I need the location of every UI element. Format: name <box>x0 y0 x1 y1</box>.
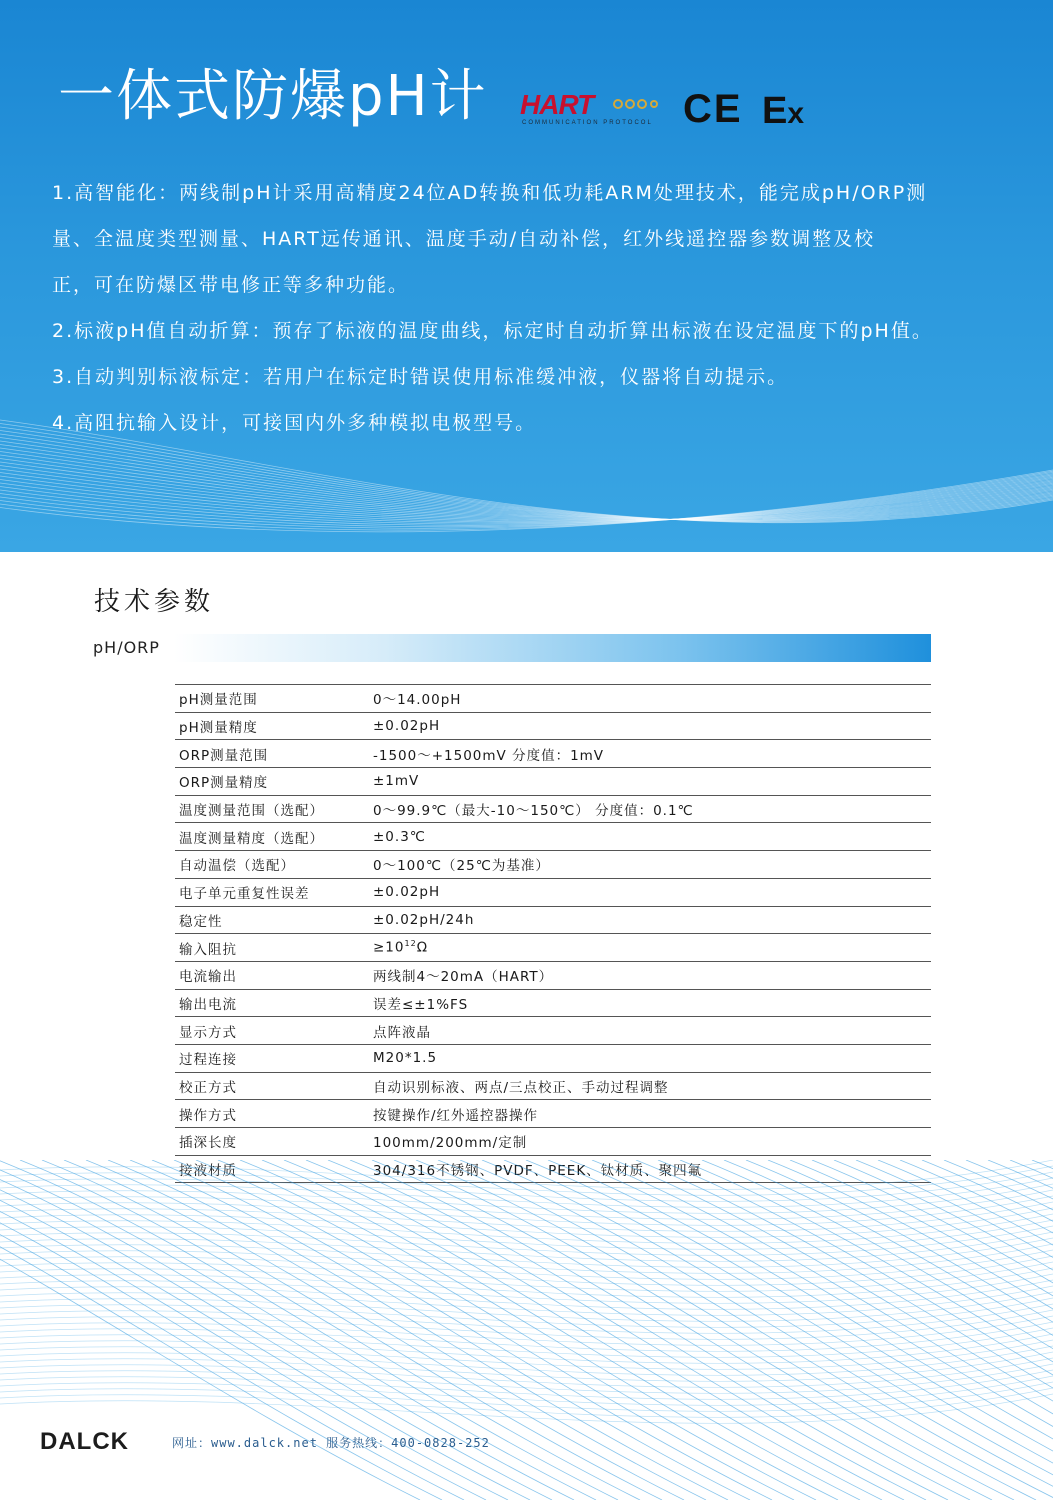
spec-param: 温度测量范围（选配） <box>175 795 369 823</box>
spec-param: pH测量精度 <box>175 712 369 740</box>
spec-value: 0～99.9℃（最大-10～150℃） 分度值：0.1℃ <box>369 795 931 823</box>
spec-category-label: pH/ORP <box>93 638 160 657</box>
spec-param: 温度测量精度（选配） <box>175 823 369 851</box>
spec-row <box>175 1017 931 1045</box>
spec-row <box>175 768 931 796</box>
spec-value: ±1mV <box>369 768 931 796</box>
feature-line: 1.高智能化：两线制pH计采用高精度24位AD转换和低功耗ARM处理技术，能完成pH/ORP测 <box>52 182 928 204</box>
spec-param: 电子单元重复性误差 <box>175 878 369 906</box>
spec-row <box>175 823 931 851</box>
spec-param: 电流输出 <box>175 961 369 989</box>
spec-row <box>175 740 931 768</box>
page-title: 一体式防爆pH计 <box>58 64 488 129</box>
spec-row <box>175 795 931 823</box>
spec-param: 自动温偿（选配） <box>175 851 369 879</box>
hero-banner <box>0 0 1053 552</box>
spec-value: 自动识别标液、两点/三点校正、手动过程调整 <box>369 1072 931 1100</box>
spec-param: pH测量范围 <box>175 685 369 713</box>
spec-value: 0～14.00pH <box>369 685 931 713</box>
feature-line: 正，可在防爆区带电修正等多种功能。 <box>52 274 410 296</box>
spec-value <box>369 934 931 962</box>
spec-value: ±0.02pH <box>369 878 931 906</box>
hart-logo <box>520 90 660 130</box>
spec-value: ±0.3℃ <box>369 823 931 851</box>
spec-value: -1500～+1500mV 分度值：1mV <box>369 740 931 768</box>
spec-row <box>175 961 931 989</box>
spec-category-bar <box>90 634 931 662</box>
ce-mark: CE <box>683 87 743 131</box>
ex-mark <box>762 88 804 137</box>
spec-row <box>175 1128 931 1156</box>
ex-mark-main: E <box>762 90 788 132</box>
spec-row <box>175 878 931 906</box>
spec-param: 输入阻抗 <box>175 934 369 962</box>
spec-row <box>175 906 931 934</box>
dalck-logo: DALCK <box>40 1428 129 1455</box>
spec-row <box>175 685 931 713</box>
spec-param: 稳定性 <box>175 906 369 934</box>
spec-param: ORP测量精度 <box>175 768 369 796</box>
spec-section-title: 技术参数 <box>94 587 215 617</box>
spec-row <box>175 851 931 879</box>
spec-row <box>175 989 931 1017</box>
spec-row <box>175 934 931 962</box>
spec-value: 100mm/200mm/定制 <box>369 1128 931 1156</box>
spec-value: 点阵液晶 <box>369 1017 931 1045</box>
spec-param: ORP测量范围 <box>175 740 369 768</box>
spec-value: 按键操作/红外遥控器操作 <box>369 1100 931 1128</box>
ex-mark-sub: x <box>787 97 805 130</box>
feature-list <box>52 170 1042 446</box>
spec-row <box>175 712 931 740</box>
feature-line: 3.自动判别标液标定：若用户在标定时错误使用标准缓冲液，仪器将自动提示。 <box>52 366 789 388</box>
spec-row <box>175 1072 931 1100</box>
spec-value: 0～100℃（25℃为基准） <box>369 851 931 879</box>
footer-contact: 网址：www.dalck.net 服务热线：400-0828-252 <box>172 1436 490 1450</box>
feature-line: 2.标液pH值自动折算：预存了标液的温度曲线，标定时自动折算出标液在设定温度下的pH值。 <box>52 320 933 342</box>
spec-param: 操作方式 <box>175 1100 369 1128</box>
feature-line: 4.高阻抗输入设计，可接国内外多种模拟电极型号。 <box>52 412 537 434</box>
spec-param: 校正方式 <box>175 1072 369 1100</box>
spec-param: 输出电流 <box>175 989 369 1017</box>
spec-value: 误差≤±1%FS <box>369 989 931 1017</box>
spec-table <box>175 684 931 1183</box>
spec-value: 304/316不锈钢、PVDF、PEEK、钛材质、聚四氟 <box>369 1155 931 1183</box>
spec-value: M20*1.5 <box>369 1044 931 1072</box>
spec-param: 插深长度 <box>175 1128 369 1156</box>
spec-row <box>175 1100 931 1128</box>
spec-value: ±0.02pH <box>369 712 931 740</box>
footer-wave-decoration <box>0 1160 1053 1500</box>
feature-line: 量、全温度类型测量、HART远传通讯、温度手动/自动补偿，红外线遥控器参数调整及校 <box>52 228 876 250</box>
impedance-unit: Ω <box>416 939 429 956</box>
spec-param: 接液材质 <box>175 1155 369 1183</box>
impedance-base: ≥10 <box>373 939 405 956</box>
impedance-exponent: 12 <box>404 939 417 949</box>
hart-logo-subtitle: COMMUNICATION PROTOCOL <box>522 120 653 126</box>
spec-value: ±0.02pH/24h <box>369 906 931 934</box>
hart-logo-text: HART <box>520 89 594 120</box>
hart-signal-icon <box>612 94 658 114</box>
spec-row <box>175 1044 931 1072</box>
spec-param: 过程连接 <box>175 1044 369 1072</box>
spec-value: 两线制4～20mA（HART） <box>369 961 931 989</box>
spec-param: 显示方式 <box>175 1017 369 1045</box>
